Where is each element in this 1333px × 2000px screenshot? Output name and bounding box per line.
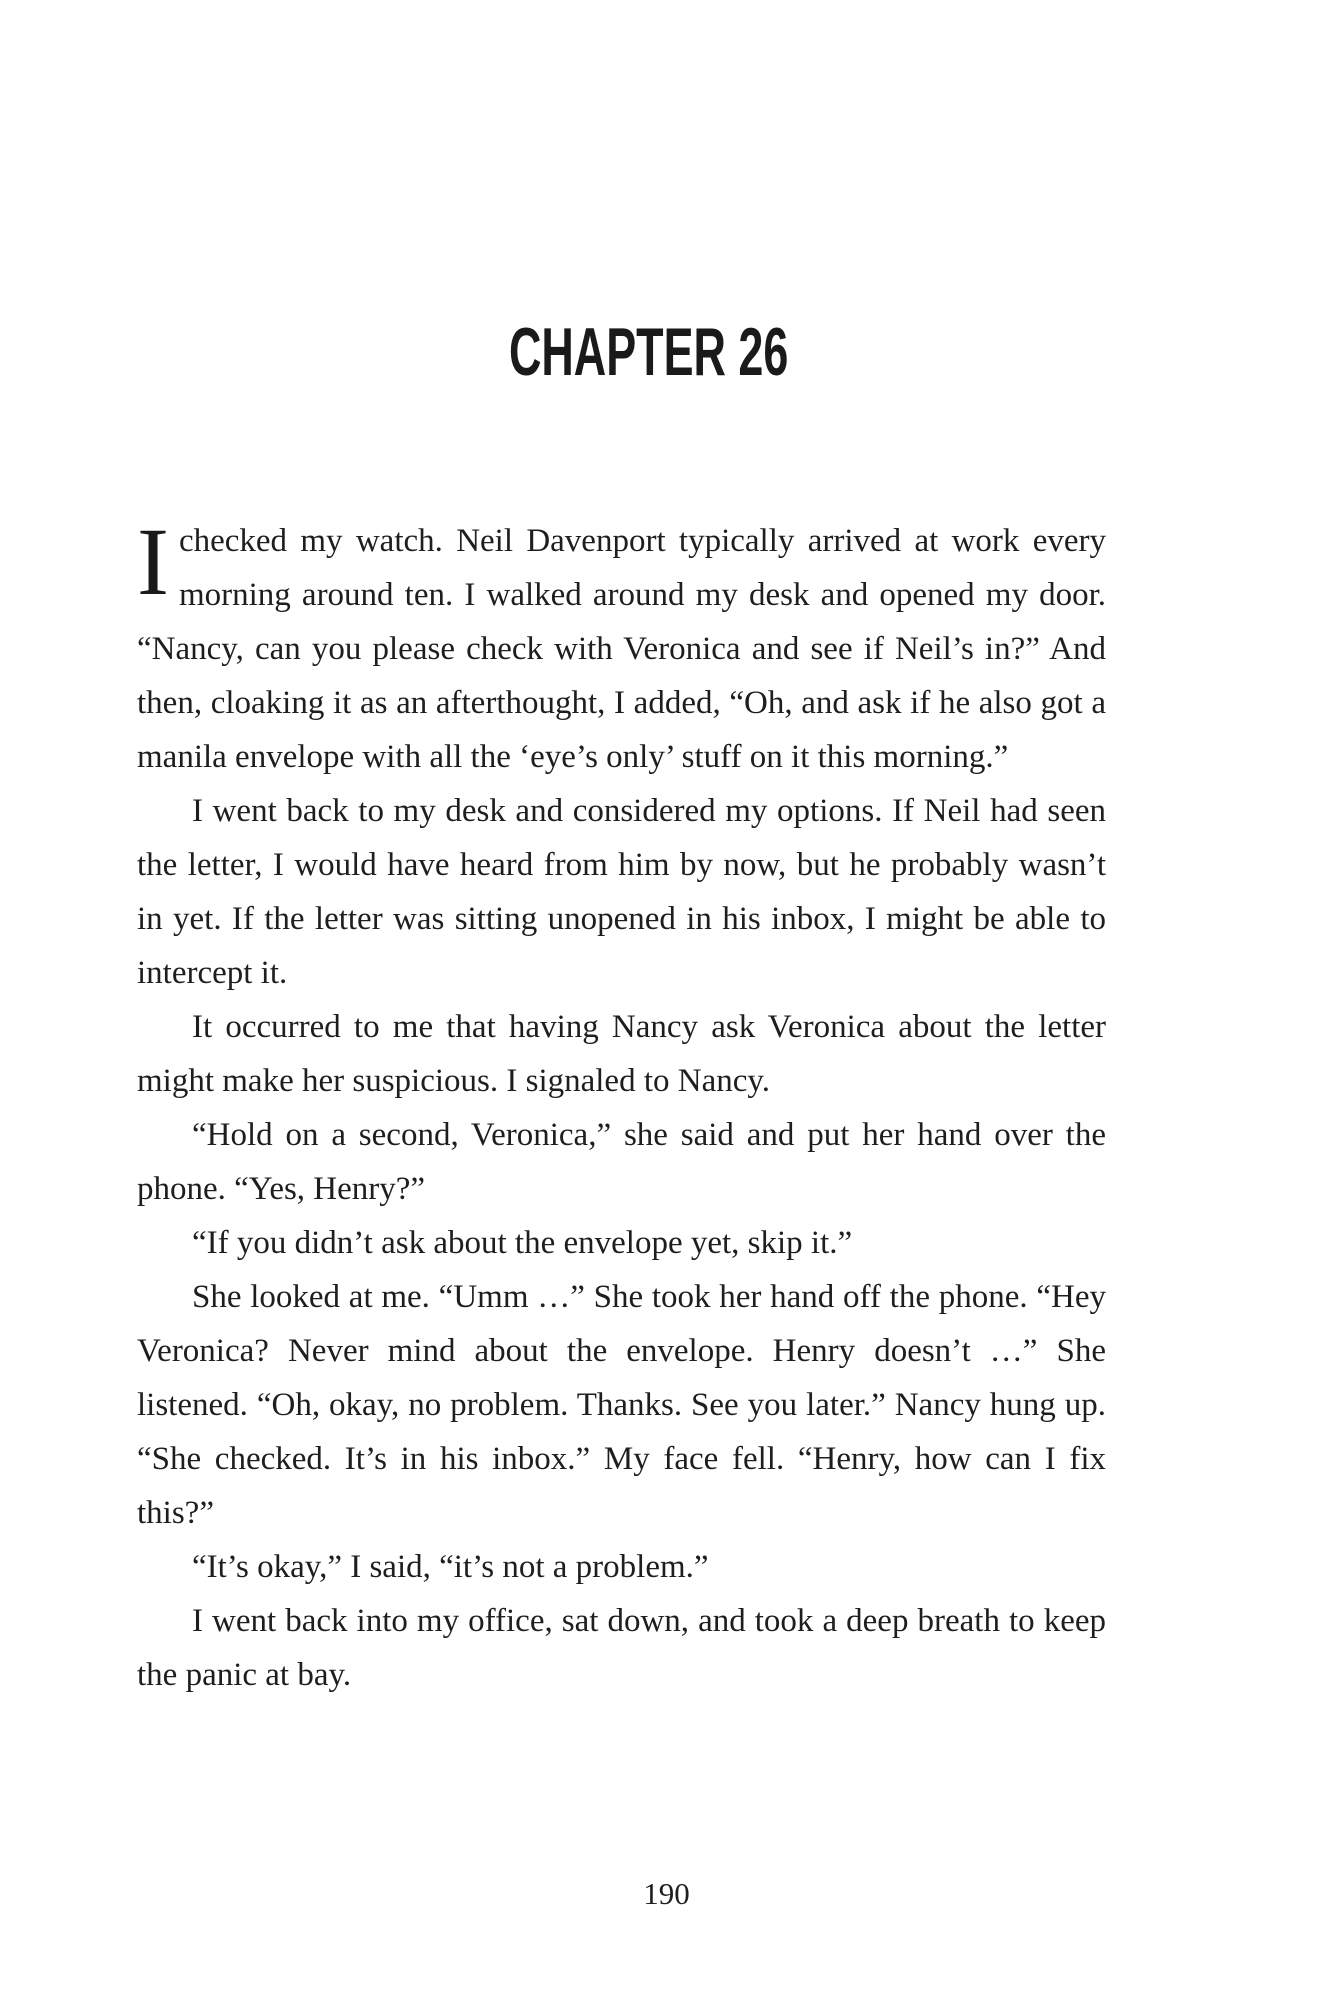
paragraph-7: “It’s okay,” I said, “it’s not a problem.” (192, 1549, 709, 1585)
paragraph-8: I went back into my office, sat down, and took a deep breath to keep the panic at bay. (137, 1603, 1106, 1693)
paragraph-5: “If you didn’t ask about the envelope yet, skip it.” (192, 1225, 853, 1261)
paragraph-3: It occurred to me that having Nancy ask Veronica about the letter might make her suspicious. I signaled to Nancy. (137, 1009, 1106, 1099)
paragraph-2: I went back to my desk and considered my options. If Neil had seen the letter, I would have heard from him by now, but he probably wasn’t in yet. If the letter was sitting unopened in his inbox, I might be able to intercept it. (137, 793, 1106, 991)
paragraph-1-text: checked my watch. Neil Davenport typically arrived at work every morning around ten. I walked around my desk and opened my door. “Nancy, can you please check with Veronica and see if Neil’s in?” And then, cloaking it as an afterthought, I added, “Oh, and ask if he also got a manila envelope with all the ‘eye’s only’ stuff on it this morning.” (137, 523, 1106, 775)
chapter-body (137, 508, 1106, 1702)
drop-cap: I (137, 508, 169, 615)
paragraph-6: She looked at me. “Umm …” She took her hand off the phone. “Hey Veronica? Never mind about the envelope. Henry doesn’t …” She listened. “Oh, okay, no problem. Thanks. See you later.” Nancy hung up. “She checked. It’s in his inbox.” My face fell. “Henry, how can I fix this?” (137, 1279, 1106, 1531)
page-number: 190 (643, 1876, 690, 1911)
chapter-title: CHAPTER 26 (508, 314, 789, 390)
paragraph-4: “Hold on a second, Veronica,” she said and put her hand over the phone. “Yes, Henry?” (137, 1117, 1106, 1207)
paragraph-1 (137, 508, 1106, 784)
